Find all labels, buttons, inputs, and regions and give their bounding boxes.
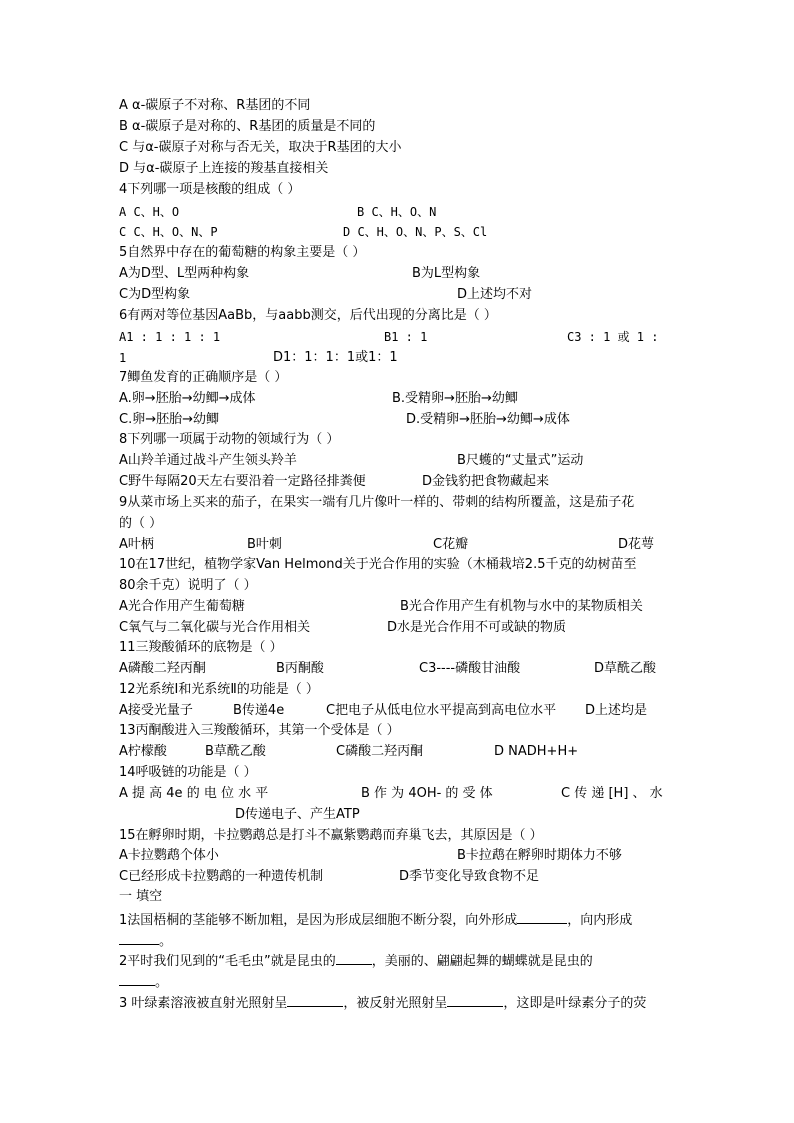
q15-option-c: C已经形成卡拉鹦鹉的一种遗传机制 — [119, 869, 324, 884]
q9-stem-cont: 的（ ） — [119, 516, 163, 531]
fill2-text-part1: 2平时我们见到的“毛毛虫”就是昆虫的 — [119, 954, 336, 969]
q14-stem: 14呼吸链的功能是（ ） — [119, 765, 257, 780]
q13-option-c: C磷酸二羟丙酮 — [336, 744, 424, 759]
q7-option-b: B.受精卵→胚胎→幼鲫 — [392, 391, 518, 406]
q12-option-a: A接受光量子 — [119, 703, 193, 718]
q4-option-c: C C、H、O、N、P — [119, 225, 218, 239]
q15-stem: 15在孵卵时期，卡拉鹦鹉总是打斗不赢紫鹦鹉而弃巢飞去，其原因是（ ） — [119, 828, 543, 843]
q9-option-b: B叶刺 — [247, 537, 282, 552]
q8-option-b: B尺蠖的“丈量式”运动 — [457, 453, 584, 468]
q6-stem: 6有两对等位基因AaBb，与aabb测交，后代出现的分离比是（ ） — [119, 308, 497, 323]
q5-option-b: B为L型构象 — [412, 266, 481, 281]
q14-option-b: B 作 为 4OH- 的 受 体 — [361, 786, 493, 801]
q9-stem: 9从菜市场上买来的茄子，在果实一端有几片像叶一样的、带刺的结构所覆盖，这是茄子花 — [119, 495, 635, 510]
q10-stem-cont: 80余千克）说明了（ ） — [119, 578, 257, 593]
q13-stem: 13丙酮酸进入三羧酸循环，其第一个受体是（ ） — [119, 723, 400, 738]
q10-option-d: D水是光合作用不可或缺的物质 — [387, 620, 567, 635]
q14-option-a: A 提 高 4e 的 电 位 水 平 — [119, 786, 269, 801]
section-heading: 一 填空 — [119, 889, 163, 904]
q5-option-c: C为D型构象 — [119, 287, 191, 302]
fill3-text-part1: 3 叶绿素溶液被直射光照射呈 — [119, 996, 288, 1011]
fill2-text-end: 。 — [155, 975, 169, 990]
q8-option-a: A山羚羊通过战斗产生领头羚羊 — [119, 453, 297, 468]
q7-option-a: A.卵→胚胎→幼鲫→成体 — [119, 391, 256, 406]
fill2-line1 — [119, 952, 593, 970]
q11-option-d: D草酰乙酸 — [594, 661, 657, 676]
q13-option-a: A柠檬酸 — [119, 744, 167, 759]
q7-option-c: C.卵→胚胎→幼鲫 — [119, 412, 219, 427]
q13-option-b: B草酰乙酸 — [205, 744, 266, 759]
q11-option-b: B丙酮酸 — [276, 661, 324, 676]
q10-stem: 10在17世纪，植物学家Van Helmond关于光合作用的实验（木桶栽培2.5千克的幼树苗至 — [119, 557, 637, 572]
q6-option-c-cont: 1 — [119, 351, 127, 365]
q8-stem: 8下列哪一项属于动物的领域行为（ ） — [119, 432, 340, 447]
q15-option-a: A卡拉鹦鹉个体小 — [119, 848, 219, 863]
q3-option-b: B α-碳原子是对称的、R基团的质量是不同的 — [119, 119, 376, 134]
fill1-line1 — [119, 911, 632, 929]
fill3-line1 — [119, 994, 646, 1012]
q12-option-b: B传递4e — [233, 703, 285, 718]
q11-stem: 11三羧酸循环的底物是（ ） — [119, 640, 283, 655]
fill2-blank-adult — [119, 973, 155, 986]
q3-option-a: A α-碳原子不对称、R基团的不同 — [119, 98, 311, 113]
q9-option-c: C花瓣 — [433, 537, 469, 552]
q11-option-a: A磷酸二羟丙酮 — [119, 661, 206, 676]
q6-option-c: C3 : 1 或 1 : — [567, 330, 659, 344]
q6-option-d: D1：1：1：1或1：1 — [273, 350, 398, 365]
fill1-text-part2: ，向内形成 — [567, 913, 633, 928]
fill1-text-end: 。 — [159, 934, 173, 949]
q13-option-d: D NADH+H+ — [494, 744, 579, 759]
q4-option-a: A C、H、O — [119, 205, 180, 219]
q14-option-c: C 传 递 [H] 、 水 — [561, 786, 663, 801]
q9-option-a: A叶柄 — [119, 537, 154, 552]
q9-option-d: D花萼 — [618, 537, 655, 552]
fill2-blank-larva — [336, 952, 372, 965]
fill3-text-part3: ，这即是叶绿素分子的荧 — [503, 996, 647, 1011]
q10-option-a: A光合作用产生葡萄糖 — [119, 599, 245, 614]
q5-option-a: A为D型、L型两种构象 — [119, 266, 250, 281]
q6-option-b: B1 : 1 — [384, 330, 428, 344]
q12-option-c: C把电子从低电位水平提高到高电位水平 — [326, 703, 557, 718]
fill1-blank-inner — [119, 932, 159, 945]
fill1-line2 — [119, 932, 172, 950]
q5-option-d: D上述均不对 — [457, 287, 533, 302]
q3-option-d: D 与α-碳原子上连接的羧基直接相关 — [119, 161, 329, 176]
fill1-text-part1: 1法国梧桐的茎能够不断加粗，是因为形成层细胞不断分裂，向外形成 — [119, 913, 518, 928]
q4-option-b: B C、H、O、N — [357, 205, 437, 219]
q10-option-b: B光合作用产生有机物与水中的某物质相关 — [400, 599, 643, 614]
fill2-text-part2: ，美丽的、翩翩起舞的蝴蝶就是昆虫的 — [371, 954, 593, 969]
q11-option-c: C3----磷酸甘油酸 — [419, 661, 521, 676]
q7-option-d: D.受精卵→胚胎→幼鲫→成体 — [406, 412, 570, 427]
q8-option-c: C野牛每隔20天左右要沿着一定路径排粪便 — [119, 474, 366, 489]
fill1-blank-outer — [517, 911, 567, 924]
fill3-text-part2: ，被反射光照射呈 — [343, 996, 448, 1011]
fill2-line2 — [119, 973, 168, 991]
fill3-blank-reflected — [447, 994, 503, 1007]
q7-stem: 7鲫鱼发育的正确顺序是（ ） — [119, 370, 288, 385]
q4-stem: 4下列哪一项是核酸的组成（ ） — [119, 182, 301, 197]
q3-option-c: C 与α-碳原子对称与否无关，取决于R基团的大小 — [119, 140, 402, 155]
q12-stem: 12光系统Ⅰ和光系统Ⅱ的功能是（ ） — [119, 682, 319, 697]
q4-option-d: D C、H、O、N、P、S、Cl — [343, 225, 488, 239]
q15-option-d: D季节变化导致食物不足 — [399, 869, 540, 884]
q5-stem: 5自然界中存在的葡萄糖的构象主要是（ ） — [119, 245, 366, 260]
q12-option-d: D上述均是 — [585, 703, 648, 718]
fill3-blank-direct — [287, 994, 343, 1007]
q8-option-d: D金钱豹把食物藏起来 — [422, 474, 550, 489]
q14-option-d: D传递电子、产生ATP — [235, 807, 360, 822]
q10-option-c: C氧气与二氧化碳与光合作用相关 — [119, 620, 311, 635]
q15-option-b: B卡拉鹉在孵卵时期体力不够 — [457, 848, 622, 863]
q6-option-a: A1 : 1 : 1 : 1 — [119, 330, 221, 344]
